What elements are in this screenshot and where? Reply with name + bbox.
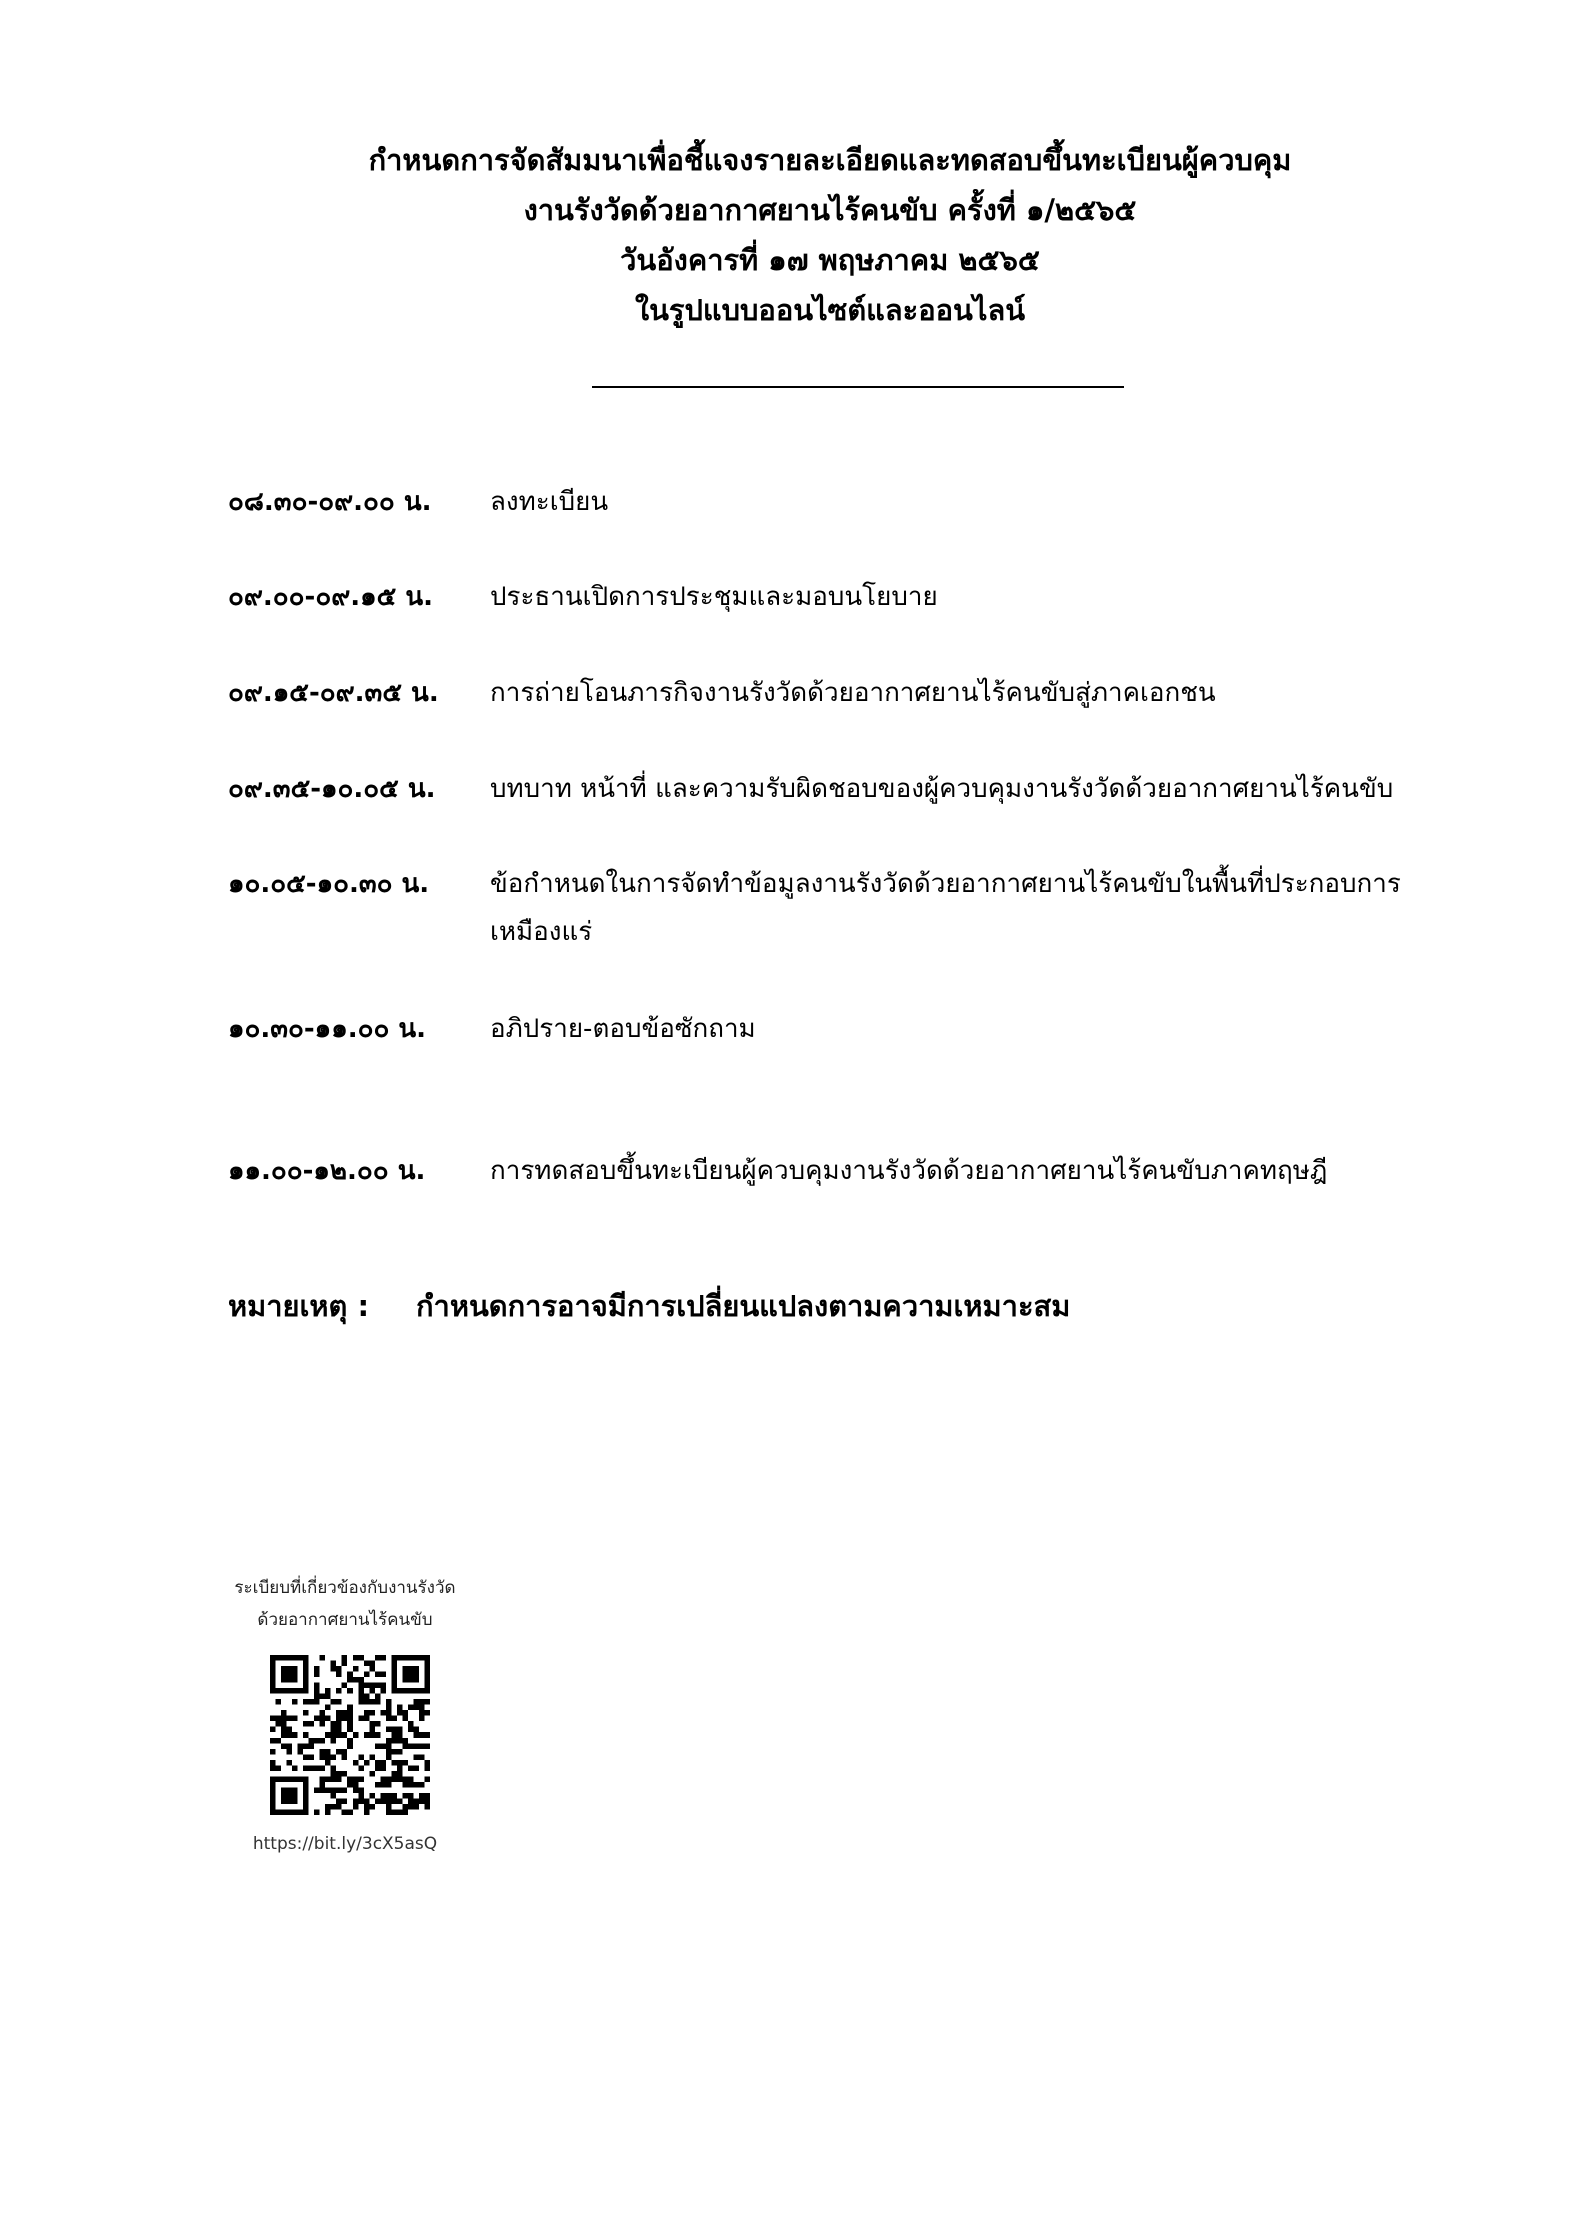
title-line-3: วันอังคารที่ ๑๗ พฤษภาคม ๒๕๖๕ [620,243,1040,277]
schedule-description: อภิปราย-ตอบข้อซักถาม [490,1014,756,1044]
schedule-time: ๐๘.๓๐-๐๙.๐๐ น. [228,487,432,517]
schedule-description: การถ่ายโอนภารกิจงานรังวัดด้วยอากาศยานไร้คนขับสู่ภาคเอกชน [490,678,1216,708]
document-title [0,135,1580,335]
qr-caption-line-1: ระเบียบที่เกี่ยวข้องกับงานรังวัด [234,1578,456,1598]
schedule-time: ๐๙.๐๐-๐๙.๑๕ น. [228,582,433,612]
title-line-4: ในรูปแบบออนไซต์และออนไลน์ [634,293,1026,327]
qr-url[interactable]: https://bit.ly/3cX5asQ [252,1834,438,1854]
title-divider [592,386,1124,388]
schedule-description: ข้อกำหนดในการจัดทำข้อมูลงานรังวัดด้วยอากาศยานไร้คนขับในพื้นที่ประกอบการเหมืองแร่ [490,869,1401,947]
title-line-2: งานรังวัดด้วยอากาศยานไร้คนขับ ครั้งที่ ๑/๒๕๖๕ [523,193,1137,227]
schedule-description: ลงทะเบียน [490,487,609,517]
schedule-description: บทบาท หน้าที่ และความรับผิดชอบของผู้ควบคุมงานรังวัดด้วยอากาศยานไร้คนขับ [490,774,1394,804]
schedule-time: ๑๑.๐๐-๑๒.๐๐ น. [228,1156,426,1186]
note-text: กำหนดการอาจมีการเปลี่ยนแปลงตามความเหมาะสม [416,1289,1071,1323]
schedule-time: ๑๐.๓๐-๑๑.๐๐ น. [228,1014,427,1044]
schedule-description: ประธานเปิดการประชุมและมอบนโยบาย [490,582,938,612]
schedule-time: ๑๐.๐๕-๑๐.๓๐ น. [228,869,430,899]
qr-code-icon[interactable] [270,1655,430,1815]
title-line-1: กำหนดการจัดสัมมนาเพื่อชี้แจงรายละเอียดและทดสอบขึ้นทะเบียนผู้ควบคุม [368,143,1292,177]
qr-caption [215,1572,475,1636]
schedule-time: ๐๙.๑๕-๐๙.๓๕ น. [228,678,439,708]
schedule-description: การทดสอบขึ้นทะเบียนผู้ควบคุมงานรังวัดด้วยอากาศยานไร้คนขับภาคทฤษฎี [490,1156,1328,1186]
note [228,1282,1070,1330]
schedule-time: ๐๙.๓๕-๑๐.๐๕ น. [228,774,436,804]
qr-caption-line-2: ด้วยอากาศยานไร้คนขับ [257,1610,433,1630]
note-label: หมายเหตุ : [228,1289,370,1323]
